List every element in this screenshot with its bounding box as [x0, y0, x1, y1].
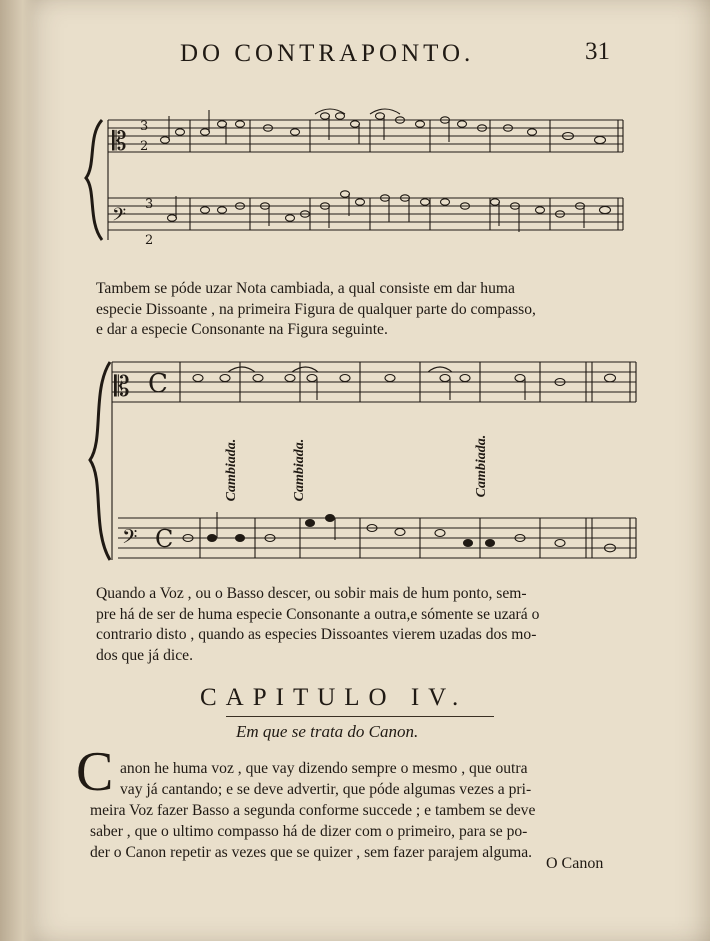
svg-text:2: 2: [145, 233, 154, 248]
svg-text:2: 2: [140, 139, 149, 154]
svg-text:C: C: [148, 369, 168, 399]
running-header-title: DO CONTRAPONTO.: [180, 40, 475, 67]
svg-text:𝄢: 𝄢: [122, 525, 138, 553]
drop-cap: C: [76, 741, 114, 803]
paragraph-line: dos que já dice.: [96, 647, 193, 665]
svg-text:𝄡: 𝄡: [114, 370, 130, 403]
cambiada-label-1: Cambiada.: [224, 438, 239, 502]
paragraph-line: meira Voz fazer Basso a segunda conforme succede ; e tambem se deve: [90, 802, 536, 819]
paragraph-line: especie Dissoante , na primeira Figura de qualquer parte do compasso,: [96, 300, 536, 318]
page-number: 31: [585, 38, 610, 65]
svg-text:C: C: [155, 525, 174, 553]
paragraph-line: saber , que o ultimo compasso há de dizer com o primeiro, para se po-: [90, 823, 528, 840]
music-example-1: [86, 109, 623, 248]
paragraph-line: Tambem se póde uzar Nota cambiada, a qual consiste em dar huma: [96, 280, 515, 297]
paragraph-nota-cambiada: [96, 279, 638, 341]
paragraph-line: e dar a especie Consonante na Figura seguinte.: [96, 321, 388, 339]
paragraph-line: anon he huma voz , que vay dizendo sempre o mesmo , que outra: [120, 760, 528, 777]
svg-text:𝄢: 𝄢: [112, 205, 127, 230]
paragraph-line: pre há de ser de huma especie Consonante a outra,e sómente se uzará o: [96, 605, 540, 623]
paragraph-line: Quando a Voz , ou o Basso descer, ou sobir mais de hum ponto, sem-: [96, 585, 527, 602]
catchword: O Canon: [546, 855, 604, 872]
cambiada-label-2: Cambiada.: [292, 438, 307, 502]
staff-treble-1: [108, 109, 623, 240]
paragraph-line: der o Canon repetir as vezes que se quizer , sem fazer parajem alguma.: [90, 844, 533, 861]
svg-text:3: 3: [145, 197, 154, 212]
paragraph-canon: [90, 758, 638, 863]
staff-brace-1: [86, 120, 102, 240]
paragraph-line: vay já cantando; e se deve advertir, que póde algumas vezes a pri-: [120, 781, 532, 798]
staff-brace-2: [90, 362, 110, 560]
staff-treble-2: [112, 362, 636, 560]
chapter-title: CAPITULO IV.: [200, 684, 468, 711]
staff-bass-2: [118, 512, 636, 558]
cambiada-label-3: Cambiada.: [474, 434, 489, 498]
paragraph-quando-a-voz: [96, 584, 638, 667]
chapter-subtitle: Em que se trata do Canon.: [236, 722, 419, 741]
svg-text:3: 3: [140, 119, 149, 134]
subtitle-rule: [226, 716, 494, 717]
svg-text:𝄡: 𝄡: [112, 127, 127, 157]
music-example-2: [90, 362, 636, 560]
paragraph-line: contrario disto , quando as especies Dissoantes vierem uzadas dos mo-: [96, 626, 537, 644]
staff-bass-1: [108, 191, 623, 248]
